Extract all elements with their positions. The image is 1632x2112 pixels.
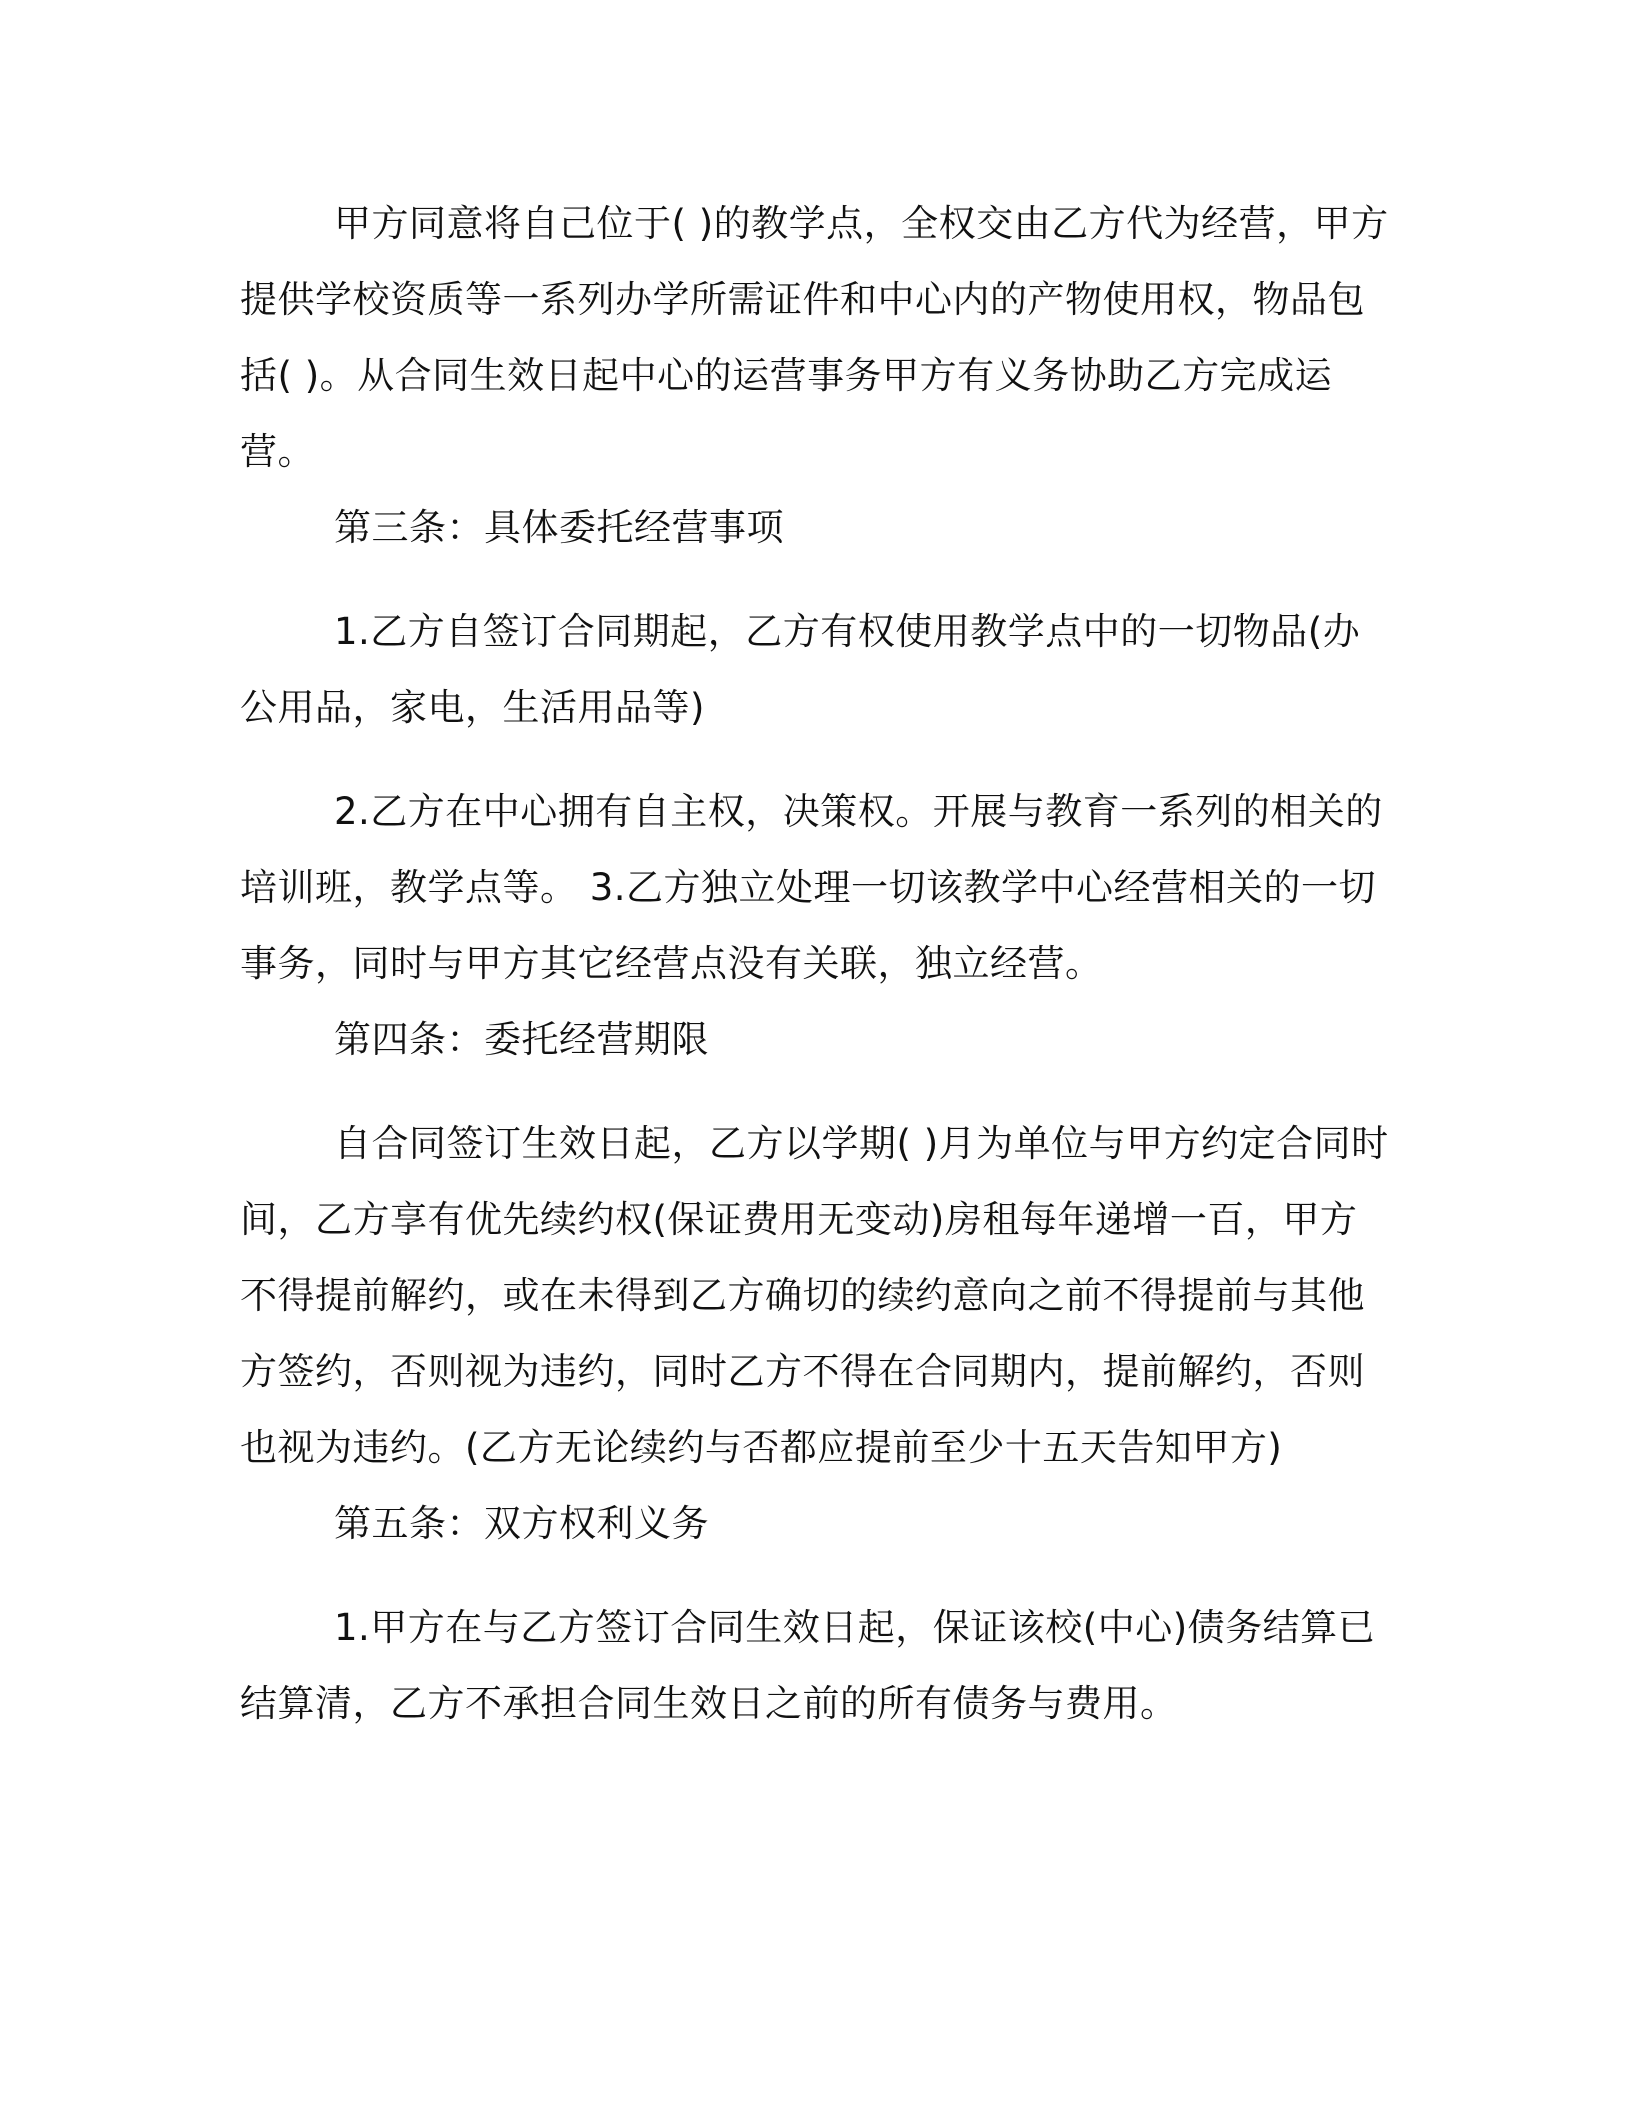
paragraph-article-3-item-2-3: 2.乙方在中心拥有自主权，决策权。开展与教育一系列的相关的培训班，教学点等。 3.乙方独立处理一切该教学中心经营相关的一切事务，同时与甲方其它经营点没有关联，独立经营。 [240, 790, 1383, 985]
heading-article-4: 第四条：委托经营期限 [334, 1018, 709, 1061]
heading-article-3: 第三条：具体委托经营事项 [334, 506, 784, 549]
paragraph-article-5-item-1: 1.甲方在与乙方签订合同生效日起，保证该校(中心)债务结算已结算清，乙方不承担合同生效日之前的所有债务与费用。 [240, 1606, 1376, 1725]
paragraph-entrust-scope: 甲方同意将自己位于( )的教学点，全权交由乙方代为经营，甲方提供学校资质等一系列办学所需证件和中心内的产物使用权，物品包括( )。从合同生效日起中心的运营事务甲方有义务协助乙方完成运营。 [240, 202, 1389, 473]
paragraph-article-3-item-1: 1.乙方自签订合同期起，乙方有权使用教学点中的一切物品(办公用品，家电，生活用品等) [240, 610, 1361, 729]
paragraph-article-4-term: 自合同签订生效日起，乙方以学期( )月为单位与甲方约定合同时间，乙方享有优先续约权(保证费用无变动)房租每年递增一百，甲方不得提前解约，或在未得到乙方确切的续约意向之前不得提前与其他方签约，否则视为违约，同时乙方不得在合同期内，提前解约，否则也视为违约。(乙方无论续约与否都应提前至少十五天告知甲方) [240, 1122, 1389, 1469]
heading-article-5: 第五条：双方权利义务 [334, 1502, 709, 1545]
